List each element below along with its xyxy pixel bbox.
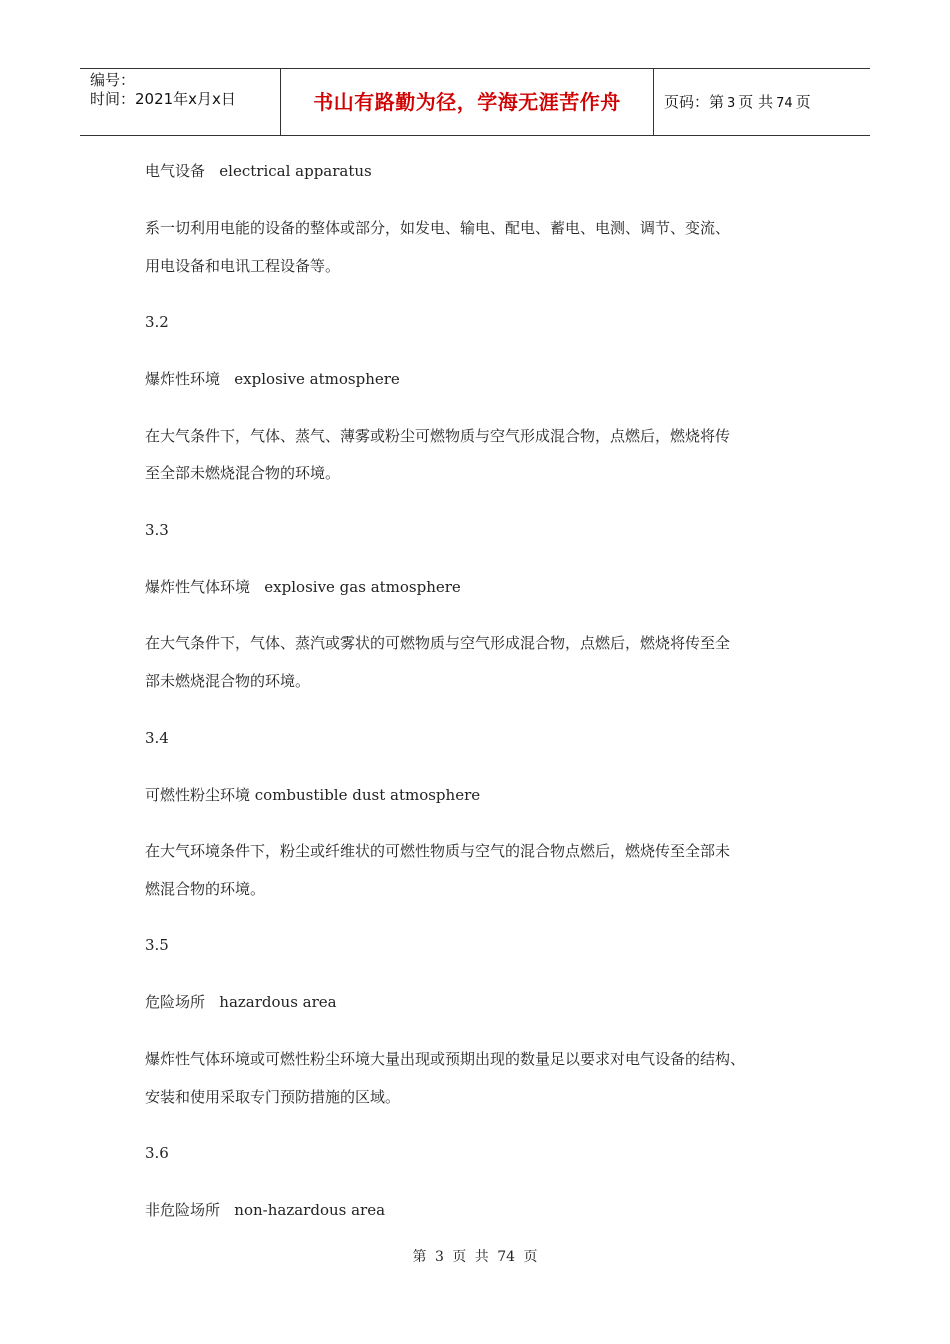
header-motto: 书山有路勤为径，学海无涯苦作舟 (281, 69, 654, 135)
term-heading: 可燃性粉尘环境 combustible dust atmosphere (145, 786, 481, 804)
document-number-label: 编号： (90, 71, 136, 89)
page-current: 3 (727, 96, 736, 111)
section-number: 3.6 (145, 1144, 169, 1162)
header-page-indicator (654, 69, 870, 135)
term-heading: 危险场所 hazardous area (145, 993, 337, 1011)
definition-line: 系一切利用电能的设备的整体或部分，如发电、输电、配电、蓄电、电测、调节、变流、 (145, 219, 731, 237)
page-header (80, 68, 870, 136)
definition-line: 用电设备和电讯工程设备等。 (145, 257, 341, 275)
page-mid: 页 共 (738, 93, 774, 111)
definition-line: 在大气环境条件下，粉尘或纤维状的可燃性物质与空气的混合物点燃后，燃烧传至全部未 (145, 842, 731, 860)
definition-line: 至全部未燃烧混合物的环境。 (145, 464, 341, 482)
section-number: 3.5 (145, 936, 169, 954)
definition-line: 部未燃烧混合物的环境。 (145, 672, 311, 690)
page-suffix: 页 (795, 93, 811, 111)
term-heading: 爆炸性环境 explosive atmosphere (145, 370, 400, 388)
definition-line: 安装和使用采取专门预防措施的区域。 (145, 1088, 401, 1106)
term-heading: 非危险场所 non-hazardous area (145, 1201, 386, 1219)
document-time-label: 时间：2021年x月x日 (90, 90, 236, 108)
definition-line: 在大气条件下，气体、蒸汽或雾状的可燃物质与空气形成混合物，点燃后，燃烧将传至全 (145, 634, 731, 652)
section-number: 3.3 (145, 521, 169, 539)
section-number: 3.4 (145, 729, 169, 747)
page-prefix: 页码：第 (664, 93, 725, 111)
page-footer: 第 3 页 共 74 页 (412, 1249, 538, 1265)
header-meta-cell (80, 69, 281, 135)
term-heading: 爆炸性气体环境 explosive gas atmosphere (145, 578, 461, 596)
definition-line: 爆炸性气体环境或可燃性粉尘环境大量出现或预期出现的数量足以要求对电气设备的结构、 (145, 1050, 746, 1068)
definition-line: 燃混合物的环境。 (145, 880, 266, 898)
definition-line: 在大气条件下，气体、蒸气、薄雾或粉尘可燃物质与空气形成混合物，点燃后，燃烧将传 (145, 427, 731, 445)
page-total: 74 (776, 96, 793, 111)
term-heading: 电气设备 electrical apparatus (145, 162, 372, 180)
section-number: 3.2 (145, 313, 169, 331)
